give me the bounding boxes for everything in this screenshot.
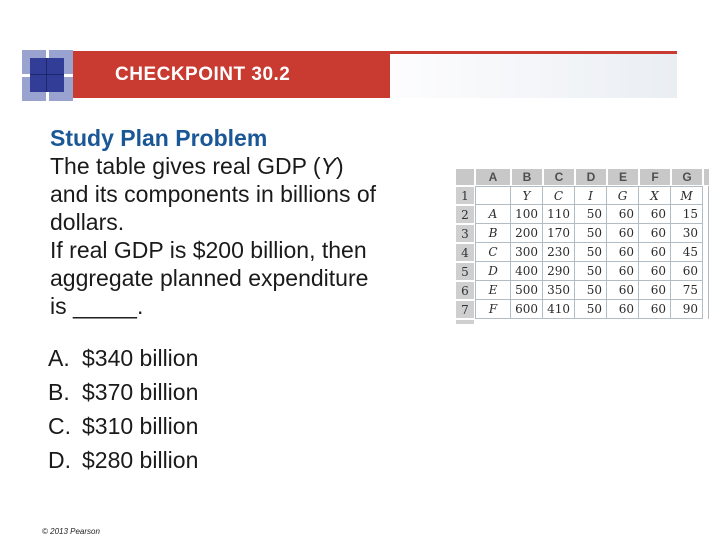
spreadsheet-edge (703, 243, 709, 262)
answer-text: $280 billion (82, 446, 199, 473)
answer-letter: D. (48, 446, 71, 473)
spreadsheet-edge (703, 262, 709, 281)
problem-line-6: is _____. (50, 293, 144, 319)
logo-dark-square (30, 58, 64, 92)
answer-option-d[interactable] (48, 443, 198, 477)
banner-title: CHECKPOINT 30.2 (115, 63, 291, 85)
spreadsheet-col-header: A (475, 168, 511, 186)
spreadsheet-col-header: C (543, 168, 575, 186)
spreadsheet-cell: 170 (543, 224, 575, 243)
spreadsheet-cell: M (671, 186, 703, 205)
spreadsheet-cell: 60 (639, 224, 671, 243)
spreadsheet-cell: X (639, 186, 671, 205)
spreadsheet-cell: 60 (639, 281, 671, 300)
spreadsheet-row-number: 5 (455, 262, 475, 281)
spreadsheet-cell: 75 (671, 281, 703, 300)
answer-text: $340 billion (82, 344, 199, 371)
spreadsheet-stub (639, 319, 671, 325)
spreadsheet-col-sliver (703, 168, 709, 186)
spreadsheet-cell: I (575, 186, 607, 205)
answer-letter: A. (48, 344, 70, 371)
spreadsheet-cell: 45 (671, 243, 703, 262)
spreadsheet-cell: 500 (511, 281, 543, 300)
spreadsheet-cell: A (475, 205, 511, 224)
spreadsheet-cell: 60 (607, 224, 639, 243)
spreadsheet-cell: 60 (639, 300, 671, 319)
problem-block (50, 124, 450, 320)
problem-line-1-post: ) (335, 153, 344, 179)
spreadsheet-corner (455, 168, 475, 186)
spreadsheet-cell: 50 (575, 243, 607, 262)
spreadsheet-cell: 230 (543, 243, 575, 262)
spreadsheet-col-header: E (607, 168, 639, 186)
answer-list (48, 341, 198, 477)
banner-fade (390, 54, 677, 98)
spreadsheet-cell: 350 (543, 281, 575, 300)
spreadsheet-cell: 50 (575, 224, 607, 243)
spreadsheet-cell: Y (511, 186, 543, 205)
problem-line-1 (50, 152, 450, 180)
spreadsheet-cell: 290 (543, 262, 575, 281)
spreadsheet-stub (607, 319, 639, 325)
spreadsheet (455, 168, 709, 325)
spreadsheet-row-stub (455, 319, 475, 325)
problem-line-5: aggregate planned expenditure (50, 265, 369, 291)
spreadsheet-cell: 110 (543, 205, 575, 224)
spreadsheet-row-number: 4 (455, 243, 475, 262)
spreadsheet-cell: 30 (671, 224, 703, 243)
spreadsheet-edge (703, 300, 709, 319)
answer-letter: B. (48, 378, 70, 405)
spreadsheet-cell: 60 (607, 205, 639, 224)
problem-heading: Study Plan Problem (50, 125, 268, 151)
spreadsheet-stub (703, 319, 709, 325)
spreadsheet-cell: 60 (607, 281, 639, 300)
answer-option-c[interactable] (48, 409, 198, 443)
spreadsheet-cell: 50 (575, 262, 607, 281)
spreadsheet-cell: 60 (639, 205, 671, 224)
spreadsheet-cell: 100 (511, 205, 543, 224)
spreadsheet-cell: 50 (575, 300, 607, 319)
spreadsheet-col-header: D (575, 168, 607, 186)
spreadsheet-cell: G (607, 186, 639, 205)
spreadsheet-cell: E (475, 281, 511, 300)
spreadsheet-grid (455, 168, 709, 325)
spreadsheet-stub (575, 319, 607, 325)
spreadsheet-cell: 60 (671, 262, 703, 281)
spreadsheet-cell: 90 (671, 300, 703, 319)
answer-text: $370 billion (82, 378, 199, 405)
spreadsheet-col-header: B (511, 168, 543, 186)
spreadsheet-row-number: 1 (455, 186, 475, 205)
spreadsheet-cell: 300 (511, 243, 543, 262)
problem-line-1-italic: Y (320, 153, 336, 179)
spreadsheet-cell: 410 (543, 300, 575, 319)
spreadsheet-cell: B (475, 224, 511, 243)
answer-text: $310 billion (82, 412, 199, 439)
spreadsheet-col-header: G (671, 168, 703, 186)
spreadsheet-stub (671, 319, 703, 325)
spreadsheet-cell: 50 (575, 281, 607, 300)
problem-line-1-pre: The table gives real GDP ( (50, 153, 321, 179)
spreadsheet-cell: F (475, 300, 511, 319)
answer-option-a[interactable] (48, 341, 198, 375)
problem-line-2: and its components in billions of (50, 181, 377, 207)
answer-letter: C. (48, 412, 71, 439)
spreadsheet-cell: 15 (671, 205, 703, 224)
problem-line-3: dollars. (50, 209, 125, 235)
spreadsheet-row-number: 6 (455, 281, 475, 300)
spreadsheet-edge (703, 205, 709, 224)
answer-option-b[interactable] (48, 375, 198, 409)
spreadsheet-cell: C (475, 243, 511, 262)
spreadsheet-cell: 400 (511, 262, 543, 281)
spreadsheet-cell: C (543, 186, 575, 205)
spreadsheet-cell: 600 (511, 300, 543, 319)
spreadsheet-stub (543, 319, 575, 325)
spreadsheet-cell: 50 (575, 205, 607, 224)
spreadsheet-cell: 60 (607, 243, 639, 262)
pearson-logo-icon (22, 50, 73, 101)
spreadsheet-row-number: 2 (455, 205, 475, 224)
spreadsheet-row-number: 3 (455, 224, 475, 243)
spreadsheet-stub (511, 319, 543, 325)
spreadsheet-edge (703, 186, 709, 205)
spreadsheet-cell: 60 (639, 262, 671, 281)
problem-line-4: If real GDP is $200 billion, then (50, 237, 367, 263)
spreadsheet-col-header: F (639, 168, 671, 186)
spreadsheet-cell: 60 (607, 300, 639, 319)
spreadsheet-row-number: 7 (455, 300, 475, 319)
spreadsheet-cell (475, 186, 511, 205)
checkpoint-banner (73, 51, 390, 98)
copyright-text: © 2013 Pearson (42, 527, 100, 536)
spreadsheet-edge (703, 281, 709, 300)
spreadsheet-cell: D (475, 262, 511, 281)
spreadsheet-cell: 60 (607, 262, 639, 281)
spreadsheet-cell: 60 (639, 243, 671, 262)
spreadsheet-stub (475, 319, 511, 325)
spreadsheet-cell: 200 (511, 224, 543, 243)
spreadsheet-edge (703, 224, 709, 243)
